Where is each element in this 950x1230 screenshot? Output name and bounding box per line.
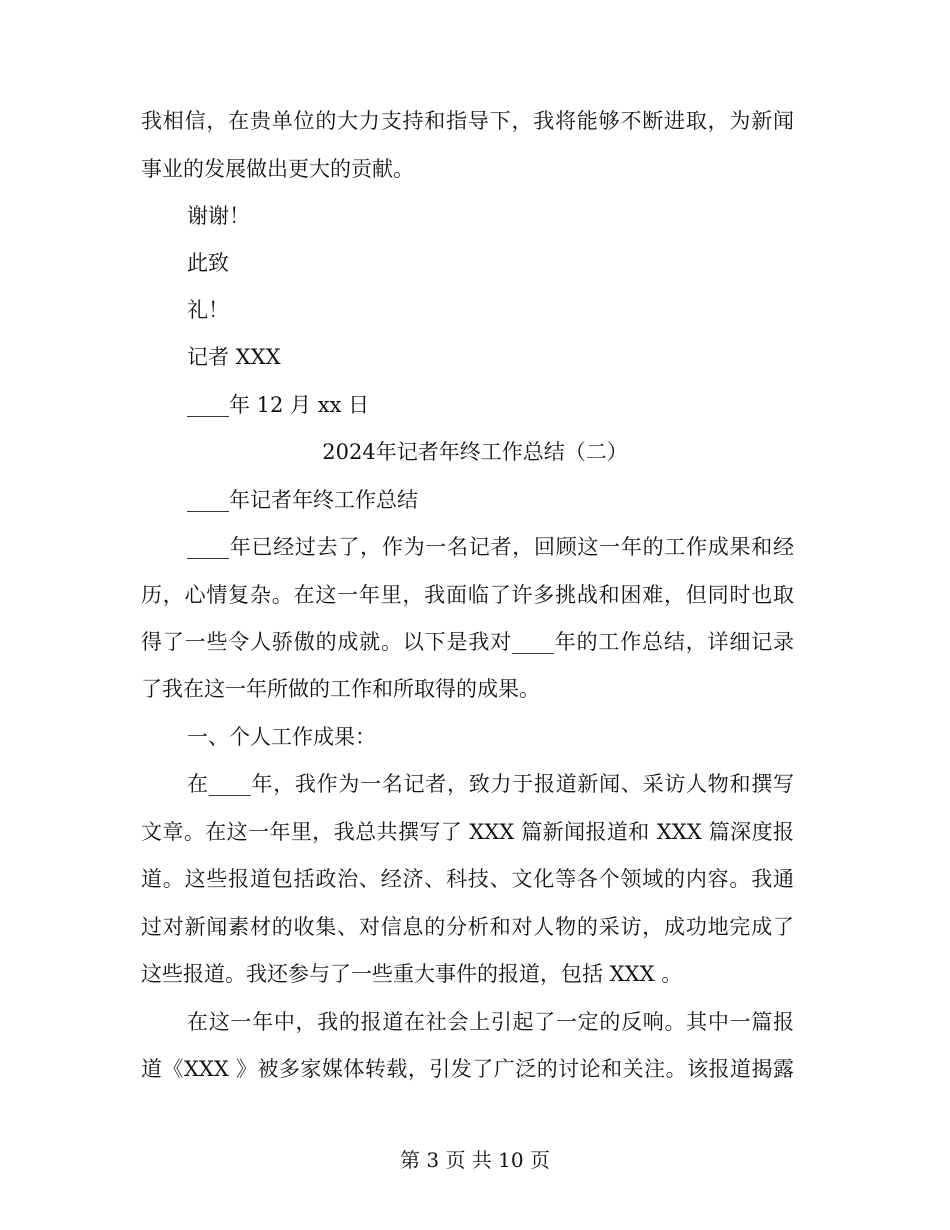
text-line: 这些报道。我还参与了一些重大事件的报道，包括 XXX 。 (141, 962, 683, 986)
text-line: 此致 (187, 251, 229, 275)
text-line: 过对新闻素材的收集、对信息的分析和对人物的采访，成功地完成了 (141, 915, 794, 939)
text-line: 历，心情复杂。在这一年里，我面临了许多挑战和困难，但同时也取 (141, 583, 794, 607)
subtitle: ____年记者年终工作总结 (187, 488, 418, 512)
signature-line: 记者 XXX (187, 345, 281, 369)
text-line: 我相信，在贵单位的大力支持和指导下，我将能够不断进取，为新闻 (141, 109, 794, 133)
page-number: 第 3 页 共 10 页 (400, 1148, 550, 1172)
text-line: 文章。在这一年里，我总共撰写了 XXX 篇新闻报道和 XXX 篇深度报 (141, 820, 794, 844)
text-line: 了我在这一年所做的工作和所取得的成果。 (141, 677, 540, 701)
text-line: 礼！ (187, 298, 229, 322)
text-line: 在____年，我作为一名记者，致力于报道新闻、采访人物和撰写 (187, 772, 794, 796)
text-line: ____年已经过去了，作为一名记者，回顾这一年的工作成果和经 (187, 535, 794, 559)
text-line: 道。这些报道包括政治、经济、科技、文化等各个领域的内容。我通 (141, 867, 794, 891)
section-heading: 一、个人工作成果： (187, 725, 376, 749)
text-line: 得了一些令人骄傲的成就。以下是我对____年的工作总结，详细记录 (141, 630, 794, 654)
text-line: 在这一年中，我的报道在社会上引起了一定的反响。其中一篇报 (187, 1010, 794, 1034)
text-line: 道《XXX 》被多家媒体转载，引发了广泛的讨论和关注。该报道揭露 (141, 1057, 794, 1081)
text-line: 谢谢！ (187, 204, 250, 228)
text-line: 事业的发展做出更大的贡献。 (141, 157, 414, 181)
section-title: 2024年记者年终工作总结（二） (322, 440, 628, 464)
date-line: ____年 12 月 xx 日 (187, 393, 370, 417)
